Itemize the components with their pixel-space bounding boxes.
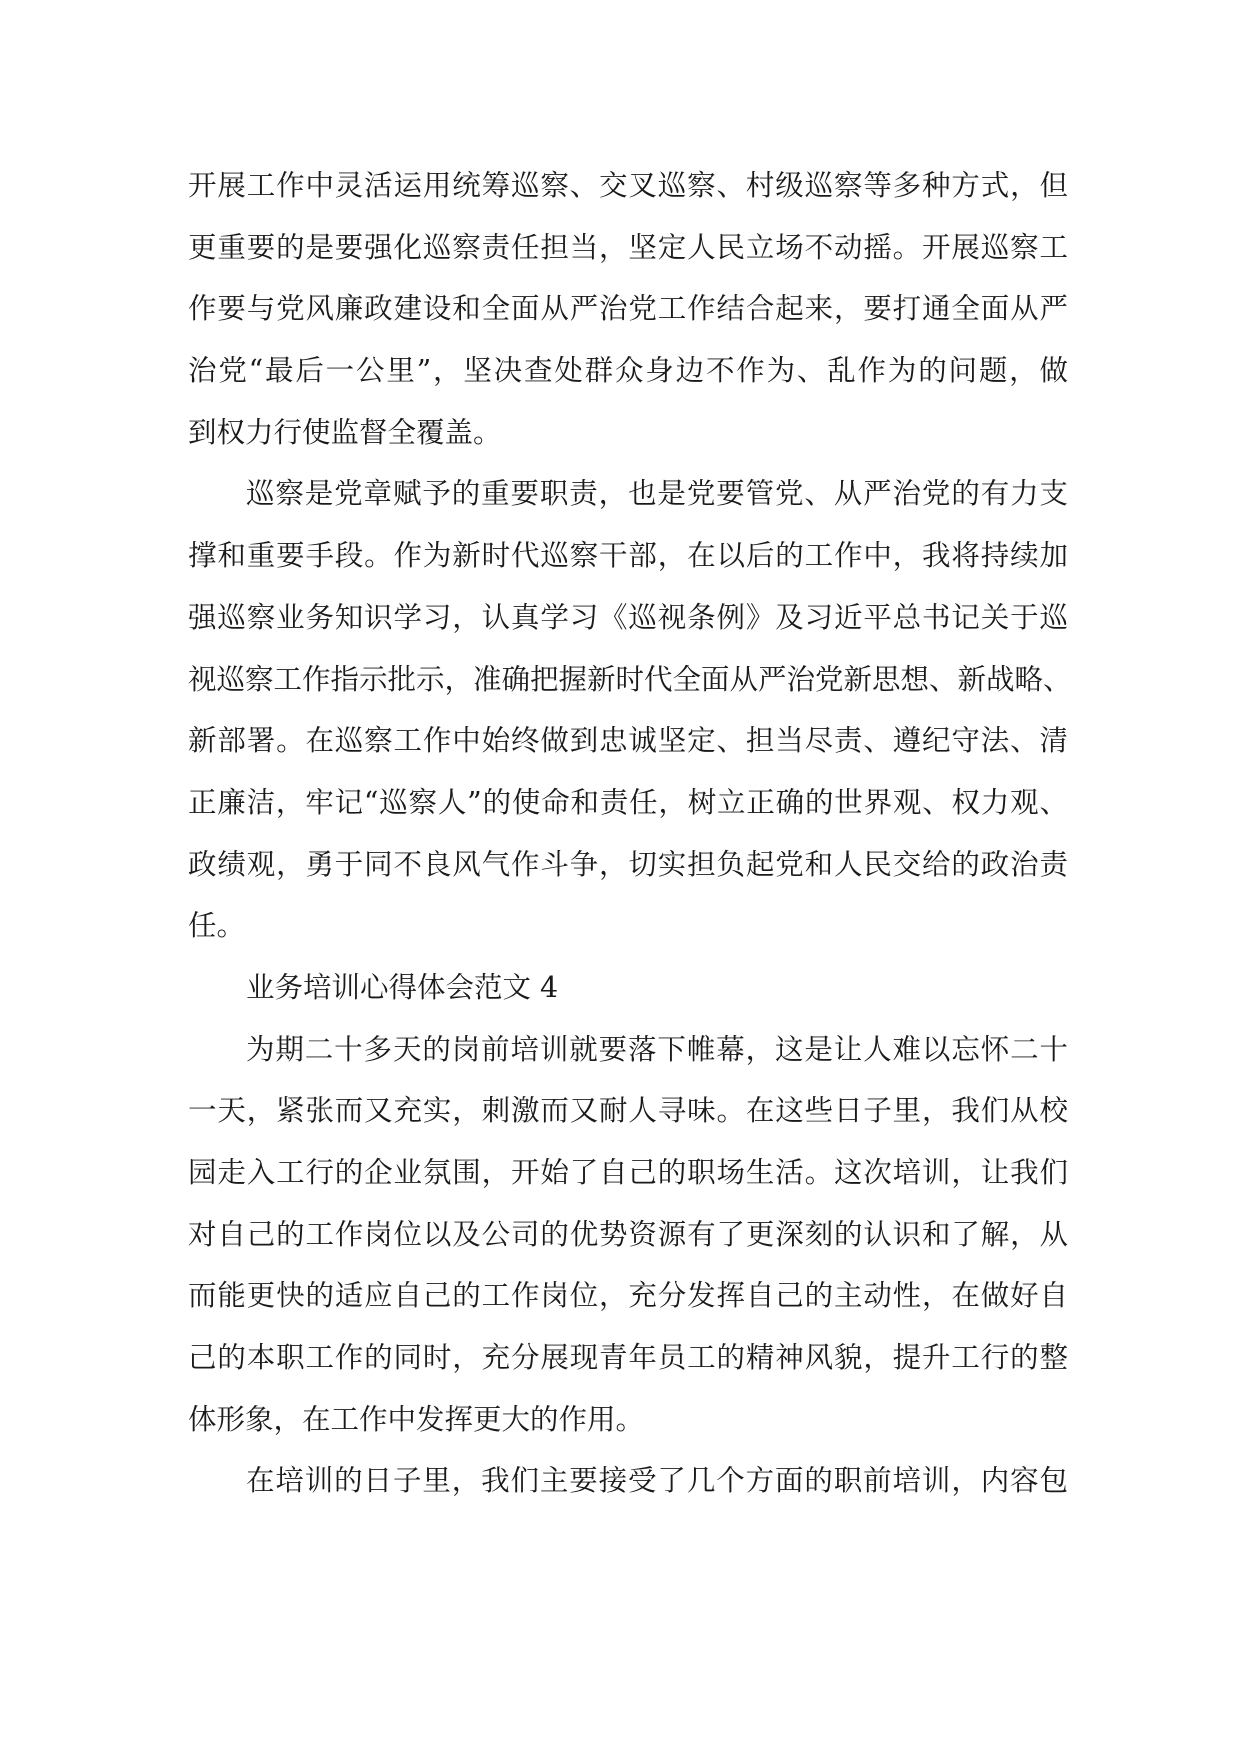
text-line: 作要与党风廉政建设和全面从严治党工作结合起来，要打通全面从严: [188, 292, 1068, 326]
paragraph-first-line: 为期二十多天的岗前培训就要落下帷幕，这是让人难以忘怀二十: [246, 1032, 1068, 1066]
text-line: 而能更快的适应自己的工作岗位，充分发挥自己的主动性，在做好自: [188, 1279, 1068, 1313]
text-line: 更重要的是要强化巡察责任担当，坚定人民立场不动摇。开展巡察工: [188, 230, 1068, 264]
text-line: 撑和重要手段。作为新时代巡察干部，在以后的工作中，我将持续加: [188, 539, 1068, 573]
text-line: 正廉洁，牢记“巡察人”的使命和责任，树立正确的世界观、权力观、: [188, 785, 1068, 819]
text-line: 政绩观，勇于同不良风气作斗争，切实担负起党和人民交给的政治责: [188, 847, 1068, 881]
text-line: 强巡察业务知识学习，认真学习《巡视条例》及习近平总书记关于巡: [188, 600, 1068, 634]
text-line: 视巡察工作指示批示，准确把握新时代全面从严治党新思想、新战略、: [188, 662, 1072, 696]
text-line: 新部署。在巡察工作中始终做到忠诚坚定、担当尽责、遵纪守法、清: [188, 724, 1068, 758]
text-line: 一天，紧张而又充实，刺激而又耐人寻味。在这些日子里，我们从校: [188, 1094, 1068, 1128]
paragraph-first-line: 巡察是党章赋予的重要职责，也是党要管党、从严治党的有力支: [246, 477, 1068, 511]
section-heading: 业务培训心得体会范文 4: [246, 970, 559, 1004]
text-line: 己的本职工作的同时，充分展现青年员工的精神风貌，提升工行的整: [188, 1341, 1068, 1375]
paragraph-first-line: 在培训的日子里，我们主要接受了几个方面的职前培训，内容包: [246, 1464, 1068, 1498]
document-body: [188, 155, 1072, 1512]
text-line: 开展工作中灵活运用统筹巡察、交叉巡察、村级巡察等多种方式，但: [188, 169, 1068, 202]
text-line: 体形象，在工作中发挥更大的作用。: [188, 1402, 645, 1436]
text-line: 治党“最后一公里”，坚决查处群众身边不作为、乱作为的问题，做: [188, 354, 1068, 388]
text-line: 到权力行使监督全覆盖。: [188, 415, 502, 449]
text-line: 园走入工行的企业氛围，开始了自己的职场生活。这次培训，让我们: [188, 1156, 1068, 1189]
text-line: 对自己的工作岗位以及公司的优势资源有了更深刻的认识和了解，从: [188, 1217, 1068, 1251]
text-line: 任。: [188, 909, 246, 943]
